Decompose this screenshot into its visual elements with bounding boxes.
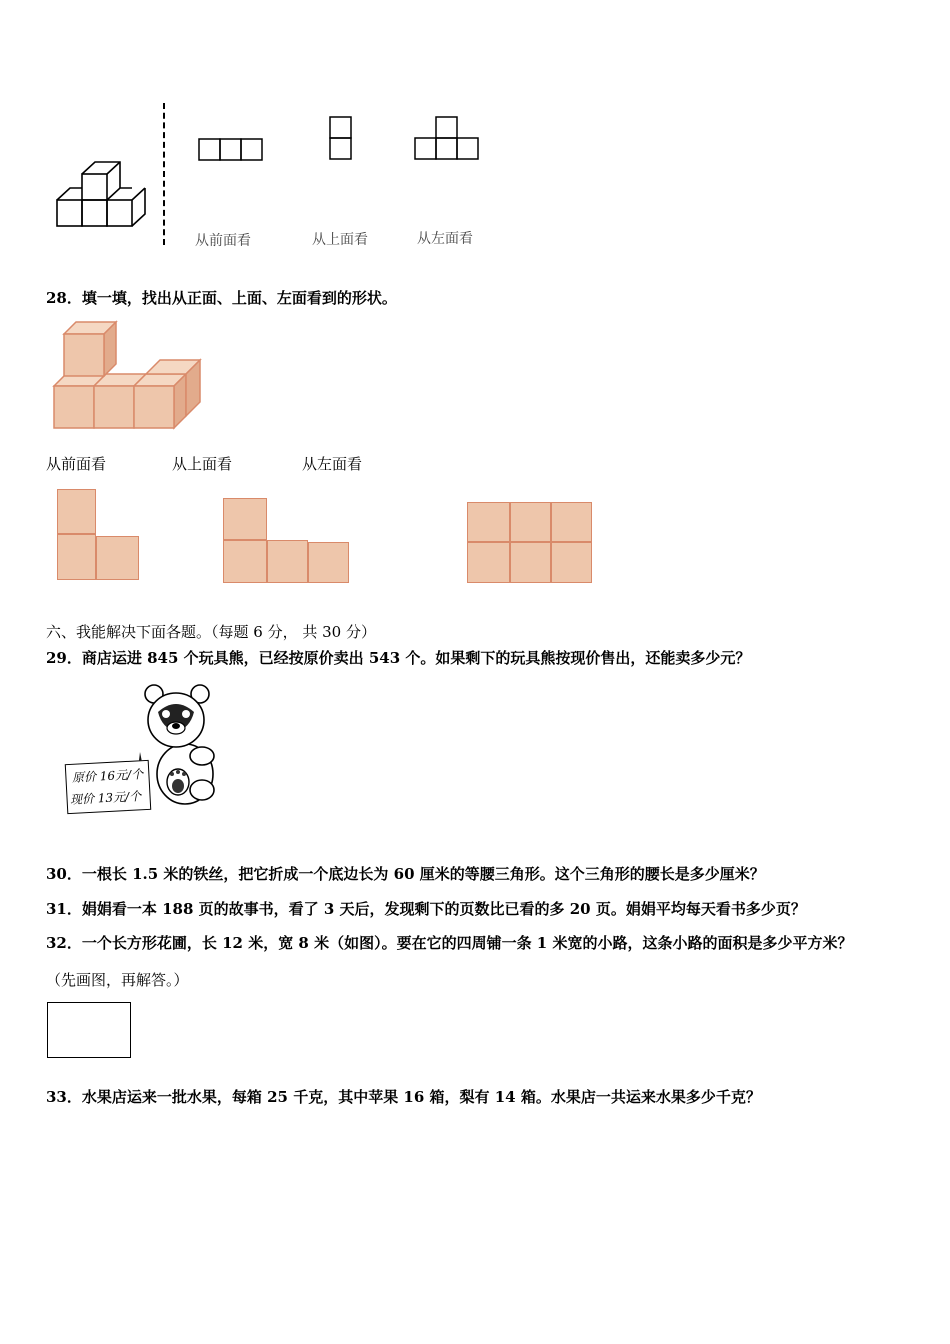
cube-stack-figure: [50, 155, 150, 235]
price-original: 原价 16元/个: [71, 767, 144, 785]
caption-top-view: 从上面看: [312, 232, 368, 248]
question-33: 33．水果店运来一批水果，每箱 25 千克，其中苹果 16 箱，梨有 14 箱。水果店一共运来水果多少千克？: [46, 1088, 761, 1106]
question-32-note: （先画图，再解答。）: [46, 971, 189, 989]
colored-cube-stack: [50, 320, 210, 432]
question-30: 30．一根长 1.5 米的铁丝，把它折成一个底边长为 60 厘米的等腰三角形。这个三角形的腰长是多少厘米？: [46, 865, 765, 883]
garden-rectangle-figure: [47, 1002, 131, 1058]
top-view-outline: [328, 115, 354, 163]
section-6-heading: 六、我能解决下面各题。（每题 6 分， 共 30 分）: [46, 623, 376, 641]
question-29: 29．商店运进 845 个玩具熊，已经按原价卖出 543 个。如果剩下的玩具熊按现价售出，还能卖多少元？: [46, 649, 751, 667]
label-front-view: 从前面看: [46, 455, 107, 473]
question-31: 31．娟娟看一本 188 页的故事书，看了 3 天后，发现剩下的页数比已看的多 20 页。娟娟平均每天看书多少页？: [46, 900, 806, 918]
divider-dashed-line: [163, 103, 165, 245]
caption-left-view: 从左面看: [417, 231, 473, 247]
price-current: 现价 13元/个: [69, 789, 142, 807]
label-top-view: 从上面看: [172, 455, 233, 473]
caption-front-view: 从前面看: [195, 233, 251, 249]
left-view-outline: [413, 115, 483, 163]
question-32: 32．一个长方形花圃，长 12 米，宽 8 米（如图）。要在它的四周铺一条 1 米宽的小路，这条小路的面积是多少平方米？: [46, 934, 853, 952]
front-view-outline: [197, 137, 267, 162]
question-28: 28．填一填，找出从正面、上面、左面看到的形状。: [46, 289, 397, 307]
label-left-view: 从左面看: [302, 455, 363, 473]
